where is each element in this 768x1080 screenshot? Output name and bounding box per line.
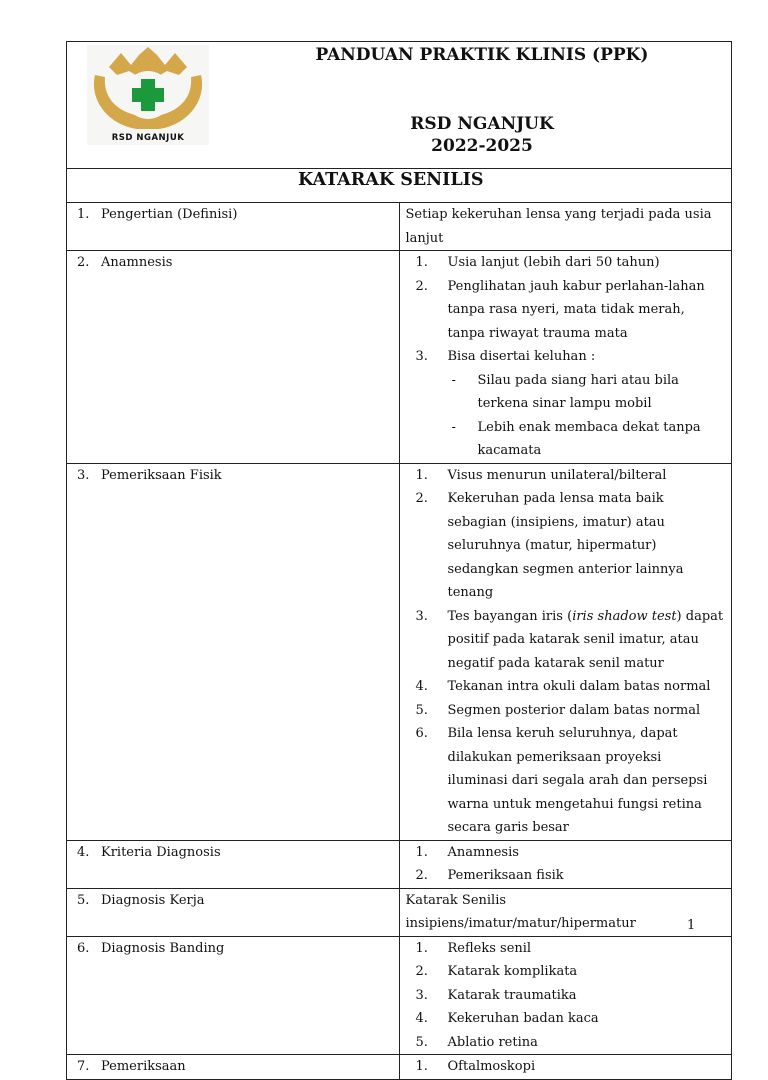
header-row (67, 42, 732, 169)
item-number: 1. (415, 844, 428, 860)
section-label-cell (67, 203, 400, 251)
item-number: 3. (415, 987, 428, 1003)
section-content-cell (399, 203, 732, 251)
section-label: Diagnosis Kerja (101, 892, 205, 908)
section-content-cell (399, 840, 732, 888)
logo-caption: RSD NGANJUK (111, 133, 185, 143)
list-item (400, 675, 732, 699)
section-row (67, 463, 732, 840)
section-label-cell (67, 463, 400, 840)
logo-emblem-icon (87, 45, 209, 145)
item-text: Katarak traumatika (447, 987, 577, 1003)
section-label: Kriteria Diagnosis (101, 844, 221, 860)
list-item (400, 1055, 732, 1079)
list-item (400, 464, 732, 488)
list-item (400, 275, 732, 346)
section-row (67, 888, 732, 936)
sub-item-text: Silau pada siang hari atau bila terkena sinar lampu mobil (477, 372, 679, 411)
section-number: 6. (77, 940, 90, 956)
document-page (66, 41, 732, 1080)
section-label-cell (67, 1055, 400, 1080)
section-number: 4. (77, 844, 90, 860)
section-label-cell (67, 936, 400, 1055)
item-text: Usia lanjut (lebih dari 50 tahun) (447, 255, 660, 270)
sub-list-item (400, 416, 732, 463)
item-number: 3. (415, 349, 428, 364)
item-text: Oftalmoskopi (447, 1059, 536, 1074)
list-item (400, 699, 732, 723)
section-row (67, 840, 732, 888)
section-content-cell (399, 936, 732, 1055)
section-label-cell (67, 888, 400, 936)
item-text: Segmen posterior dalam batas normal (447, 702, 701, 718)
section-label: Pengertian (Definisi) (101, 207, 238, 222)
section-text: Katarak Senilis insipiens/imatur/matur/hipermatur (405, 892, 636, 931)
section-content-cell (399, 888, 732, 936)
item-text: Anamnesis (447, 844, 519, 860)
section-label: Pemeriksaan Fisik (101, 467, 222, 483)
item-number: 2. (415, 964, 428, 979)
list-item (400, 345, 732, 369)
sub-list-item (400, 369, 732, 416)
section-label-cell (67, 840, 400, 888)
section-row (67, 251, 732, 464)
list-item (400, 1031, 732, 1055)
section-content-cell (399, 1055, 732, 1080)
item-number: 4. (415, 679, 428, 694)
section-content-cell (399, 251, 732, 464)
section-number: 3. (77, 467, 90, 483)
section-row (67, 1055, 732, 1080)
section-label: Pemeriksaan (101, 1059, 186, 1074)
header-cell (67, 42, 732, 169)
item-text: Tekanan intra okuli dalam batas normal (447, 679, 711, 694)
item-text: Penglihatan jauh kabur perlahan-lahan tanpa rasa nyeri, mata tidak merah, tanpa riwayat trauma mata (447, 278, 705, 341)
item-text-emphasis: iris shadow test (572, 608, 677, 624)
list-item (400, 605, 732, 676)
ppk-title: PANDUAN PRAKTIK KLINIS (PPK) (315, 45, 649, 65)
dash-bullet: - (451, 419, 456, 435)
list-item (400, 960, 732, 984)
item-number: 1. (415, 1059, 428, 1074)
section-label: Anamnesis (101, 255, 173, 270)
section-row (67, 936, 732, 1055)
item-text (448, 605, 732, 676)
list-item (400, 984, 732, 1008)
list-item (400, 937, 732, 961)
hospital-name: RSD NGANJUK (410, 114, 554, 134)
item-number: 4. (415, 1011, 428, 1026)
item-text: Kekeruhan badan kaca (447, 1011, 599, 1026)
item-text: Bisa disertai keluhan : (447, 349, 596, 364)
item-text: Kekeruhan pada lensa mata baik sebagian (insipiens, imatur) atau seluruhnya (matur, hipermatur) sedangkan segmen anterior lainnya tenang (447, 491, 684, 600)
item-number: 3. (415, 608, 428, 624)
item-text: Refleks senil (447, 940, 532, 956)
item-number: 2. (415, 491, 428, 506)
item-text: Pemeriksaan fisik (447, 868, 564, 883)
page-number: 1 (687, 918, 696, 933)
list-item (400, 864, 732, 888)
item-number: 2. (415, 278, 428, 294)
section-number: 1. (77, 207, 90, 222)
item-number: 2. (415, 868, 428, 883)
list-item (400, 1007, 732, 1031)
section-row (67, 203, 732, 251)
section-content-cell (399, 463, 732, 840)
doc-title: KATARAK SENILIS (67, 169, 732, 203)
item-text: Visus menurun unilateral/bilteral (447, 467, 667, 483)
item-number: 6. (415, 726, 428, 741)
hospital-logo (87, 45, 209, 145)
section-number: 5. (77, 892, 90, 908)
item-number: 1. (415, 255, 428, 270)
item-text: Bila lensa keruh seluruhnya, dapat dilakukan pemeriksaan proyeksi iluminasi dari segala arah dan persepsi warna untuk mengetahui fungsi retina secara garis besar (447, 726, 708, 835)
item-number: 1. (415, 940, 428, 956)
item-text: Ablatio retina (447, 1034, 538, 1050)
item-text-part: Tes bayangan iris ( (447, 608, 573, 624)
item-text: Katarak komplikata (447, 964, 578, 979)
ppk-table (66, 41, 732, 1080)
section-label: Diagnosis Banding (101, 940, 225, 956)
item-number: 1. (415, 467, 428, 483)
sub-item-text: Lebih enak membaca dekat tanpa kacamata (477, 419, 701, 458)
dash-bullet: - (451, 372, 456, 388)
list-item (400, 251, 732, 275)
section-label-cell (67, 251, 400, 464)
item-number: 5. (415, 702, 428, 718)
section-text: Setiap kekeruhan lensa yang terjadi pada usia lanjut (405, 207, 712, 246)
list-item (400, 722, 732, 840)
period-years: 2022-2025 (431, 136, 533, 156)
list-item (400, 487, 732, 605)
list-item (400, 841, 732, 865)
section-number: 2. (77, 255, 90, 270)
item-number: 5. (415, 1034, 428, 1050)
item-text-part: ) dapat positif pada katarak senil imatur, atau negatif pada katarak senil matur (447, 608, 724, 671)
title-row (67, 169, 732, 203)
section-number: 7. (77, 1059, 90, 1074)
